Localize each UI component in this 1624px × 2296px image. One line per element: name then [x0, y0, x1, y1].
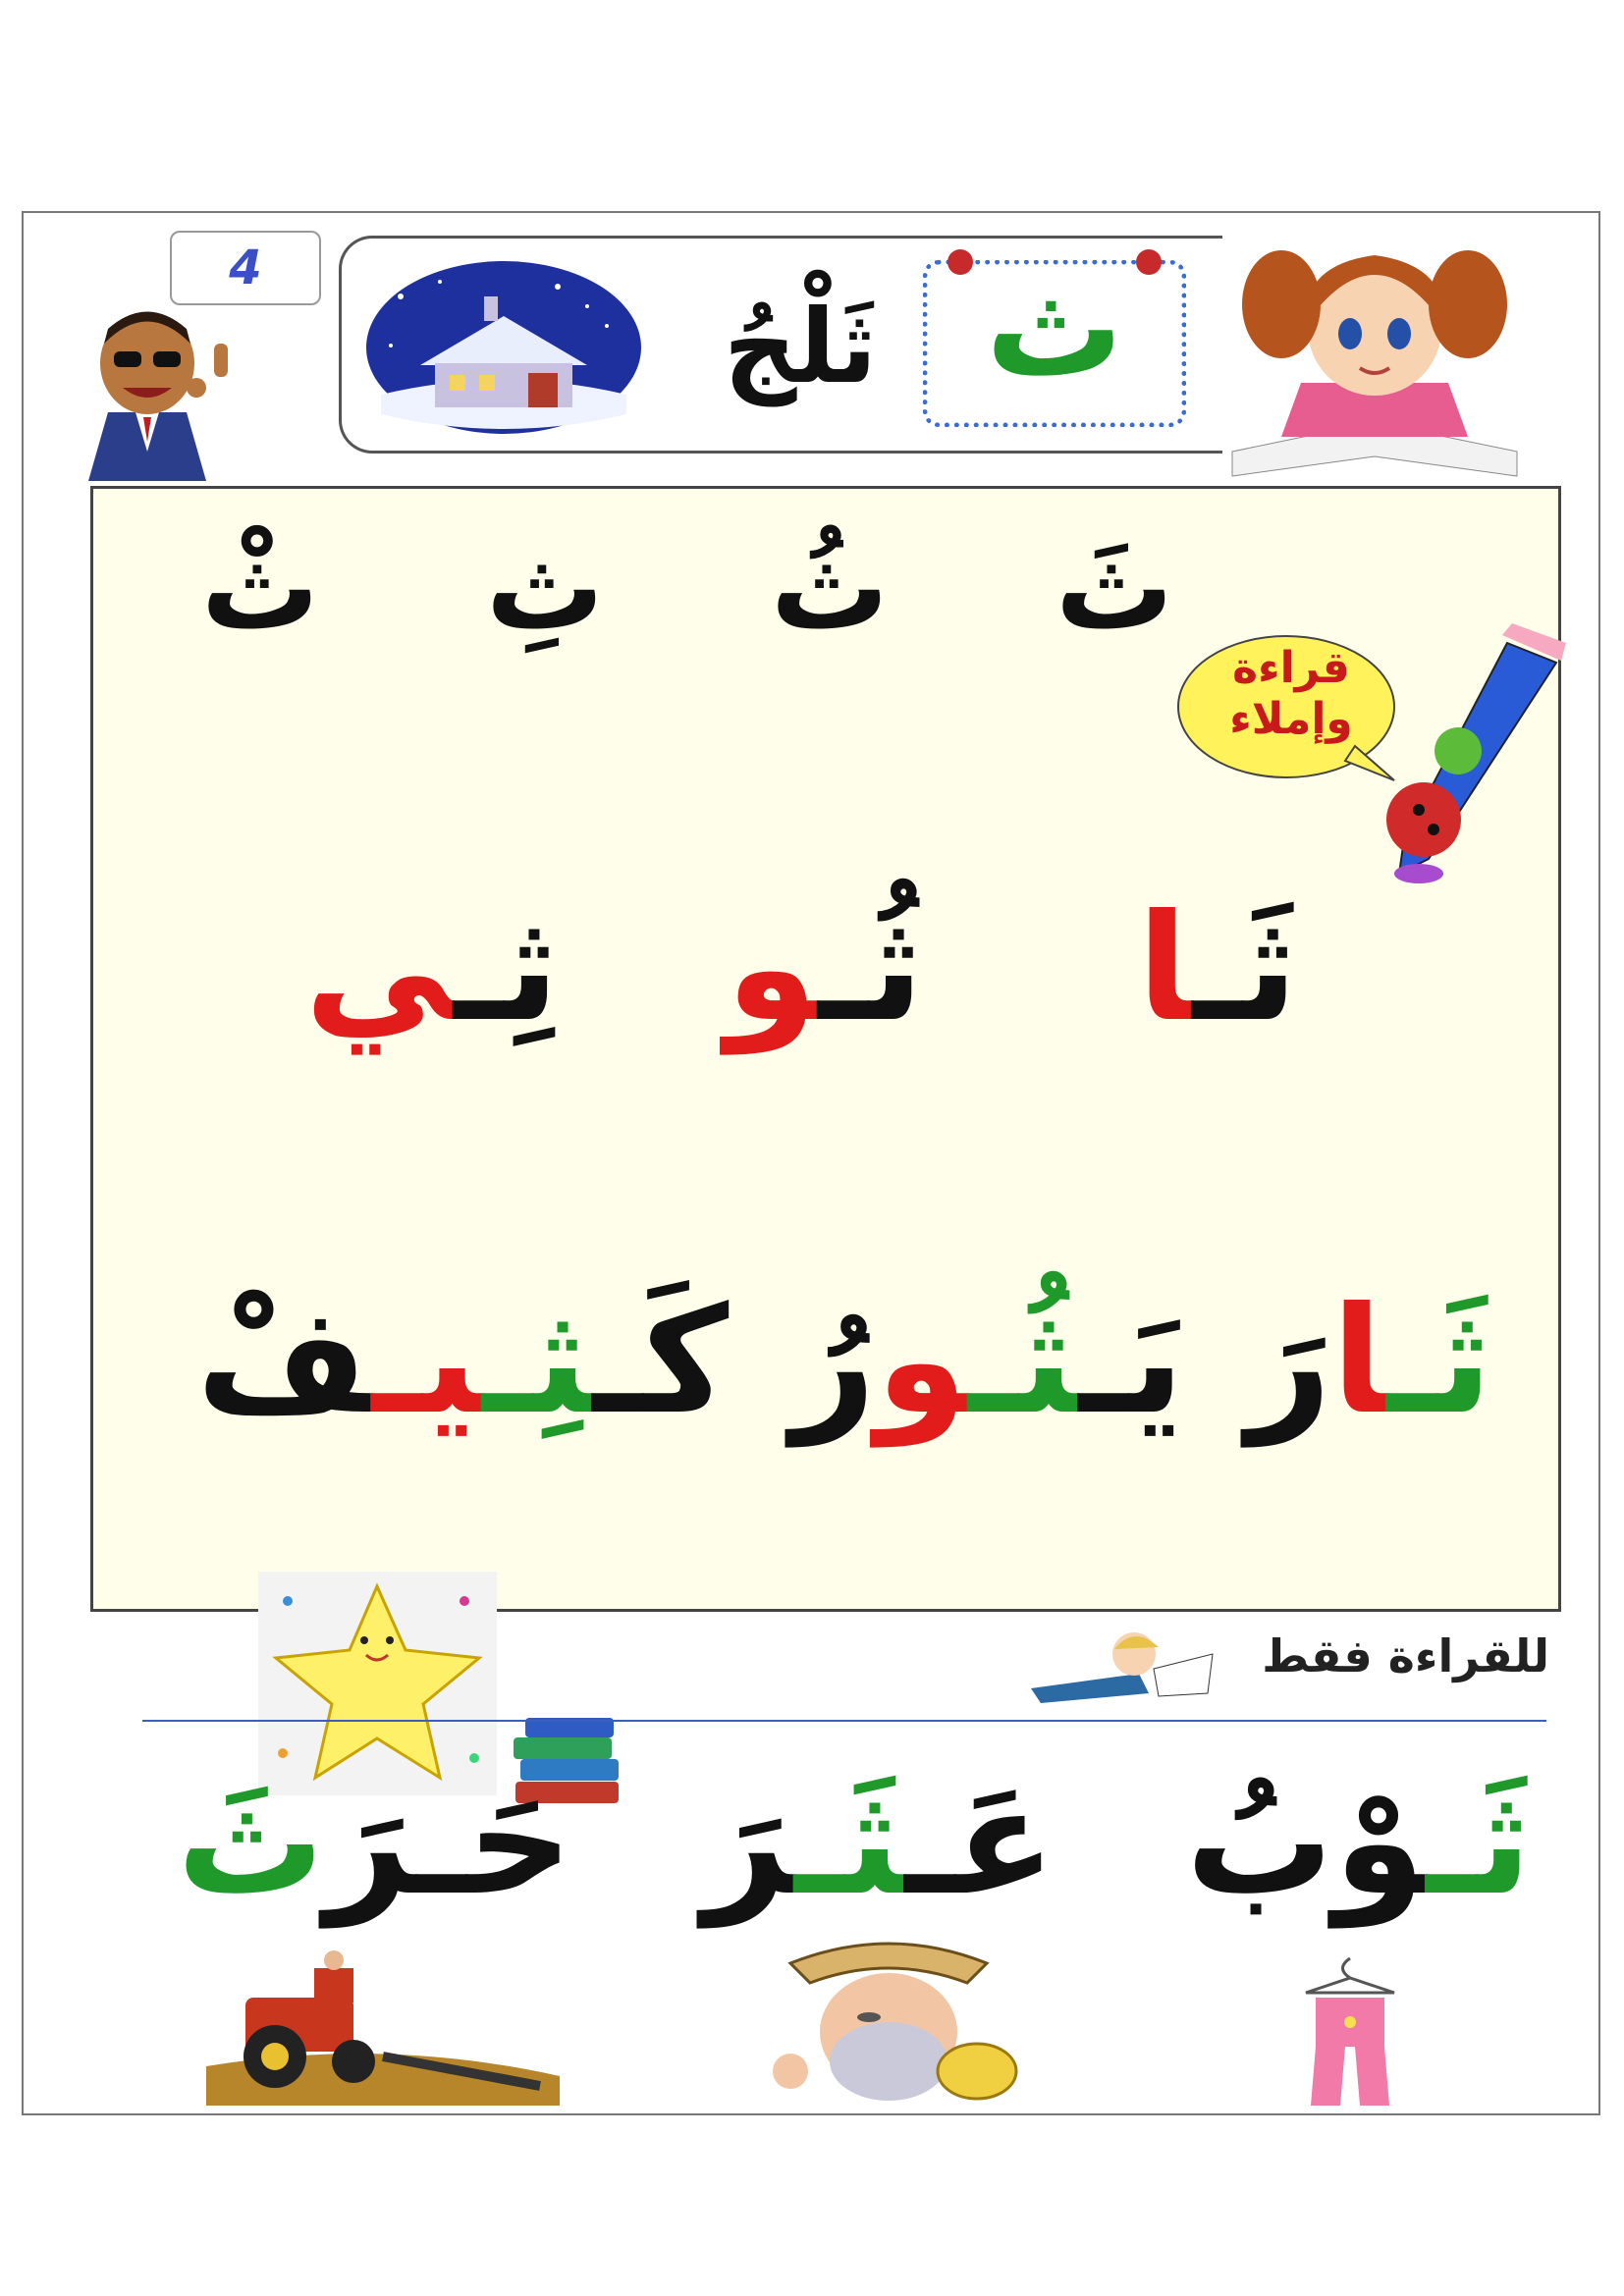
words-row	[196, 1276, 1492, 1472]
lesson-number: 4	[229, 240, 262, 295]
bubble-line-2: وإملاء	[1229, 694, 1353, 744]
divider-line	[142, 1720, 1546, 1722]
vowel-marks-row	[147, 520, 1227, 667]
bubble-text	[1193, 643, 1389, 745]
snow-house-icon	[361, 257, 646, 439]
letter-damma: ثُ	[770, 520, 890, 657]
syllable-thi-ya: ثِـي	[304, 883, 560, 1054]
featured-letter: ث	[985, 248, 1124, 408]
word-thaar: ثَـارَ	[1246, 1276, 1492, 1447]
old-man-icon	[751, 1924, 1026, 2115]
pin-icon	[947, 249, 973, 275]
pin-icon	[1136, 249, 1162, 275]
word-athar: عَـثَـرَ	[702, 1757, 1056, 1928]
word-thawb: ثَـوْبُ	[1185, 1757, 1532, 1928]
tractor-icon	[206, 1949, 560, 2106]
letter-kasra: ثِ	[485, 520, 605, 657]
bubble-line-1: قراءة	[1232, 643, 1350, 693]
word-harath: حَـرَثَ	[177, 1757, 573, 1928]
letter-sukun: ثْ	[200, 520, 320, 657]
syllable-tha-alef: ثَـا	[1137, 883, 1298, 1054]
reading-only-label: للقراءة فقط	[1262, 1629, 1549, 1682]
header-word: ثَلْجُ	[723, 287, 878, 406]
presenter-icon	[49, 294, 245, 481]
syllable-thu-waw: ثُـو	[726, 883, 924, 1054]
reading-child-icon	[1021, 1620, 1218, 1708]
long-vowels-row	[285, 883, 1365, 1080]
word-yathur: يَـثُـورُ	[790, 1276, 1185, 1447]
word-kathif: كَـثِـيـفْ	[196, 1276, 730, 1447]
letter-card	[923, 248, 1186, 427]
girl-writing-icon	[1213, 226, 1537, 491]
overall-clothes-icon	[1296, 1953, 1404, 2110]
letter-fatha: ثَ	[1055, 520, 1174, 657]
